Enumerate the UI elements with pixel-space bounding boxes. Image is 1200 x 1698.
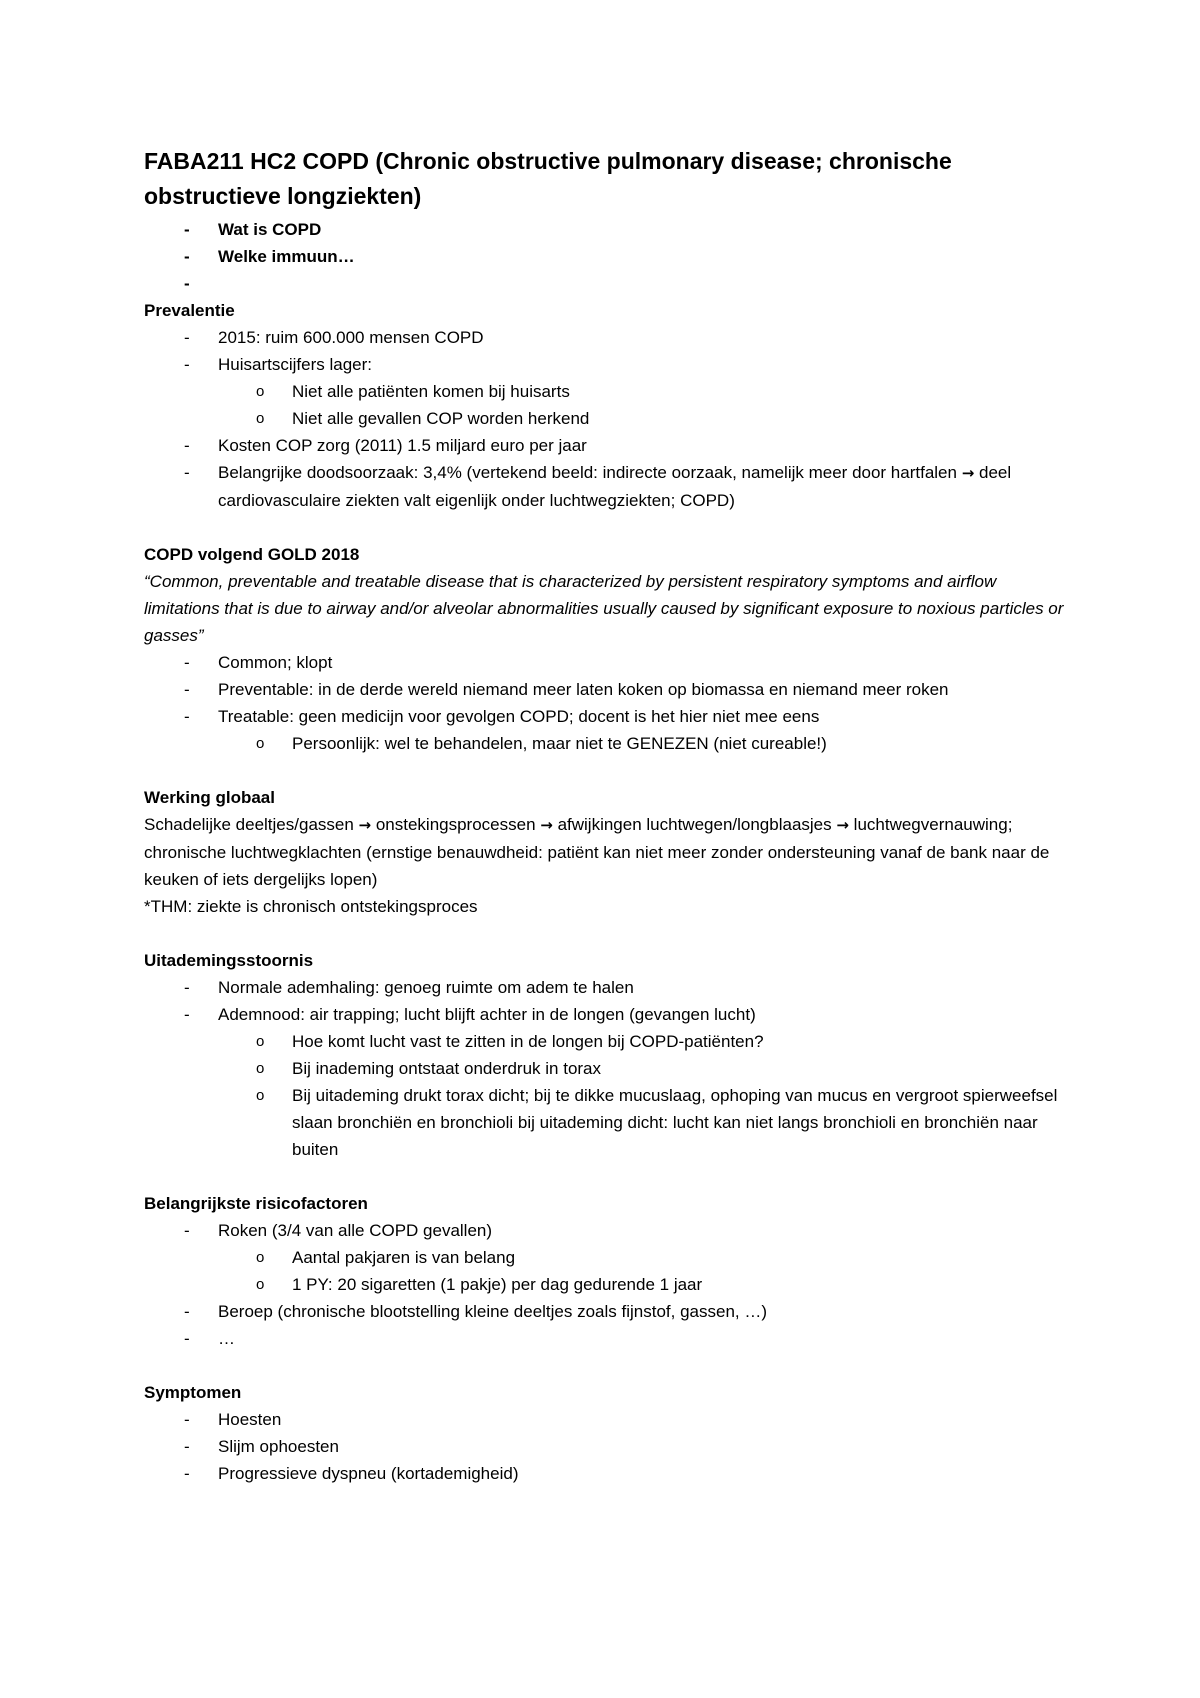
list-item: - Wat is COPD bbox=[184, 220, 322, 239]
sub-list-item: o Aantal pakjaren is van belang bbox=[256, 1248, 516, 1267]
section-heading-uitademing: Uitademingsstoornis bbox=[144, 951, 314, 970]
intro-list: - Wat is COPD - Welke immuun… - bbox=[144, 216, 1064, 270]
gold-list bbox=[144, 649, 1064, 757]
sub-list bbox=[218, 1028, 1064, 1163]
gold-definition-quote: “Common, preventable and treatable disease that is characterized by persistent respiratory symptoms and airflow limitations that is due to airway and/or alveolar abnormalities usually caused by significant exposure to noxious particles or gasses” bbox=[144, 572, 1064, 645]
list-item: - Treatable: geen medicijn voor gevolgen COPD; docent is het hier niet mee eens o Persoonlijk: wel te behandelen, maar niet te GENEZEN (niet cureable!) bbox=[144, 703, 1064, 757]
list-item: - Huisartscijfers lager: o Niet alle patiënten komen bij huisarts o Niet alle gevallen COP worden herkend bbox=[144, 351, 1064, 432]
section-heading-symptomen: Symptomen bbox=[144, 1383, 242, 1402]
list-item: - Beroep (chronische blootstelling kleine deeltjes zoals fijnstof, gassen, …) bbox=[184, 1302, 768, 1321]
section-heading-risico: Belangrijkste risicofactoren bbox=[144, 1194, 368, 1213]
arrow-icon: → bbox=[358, 816, 372, 834]
symptomen-list bbox=[144, 1406, 1064, 1487]
list-item: - Roken (3/4 van alle COPD gevallen) o Aantal pakjaren is van belang o 1 PY: 20 sigaretten (1 pakje) per dag gedurende 1 jaar bbox=[144, 1217, 1064, 1298]
section-heading-gold: COPD volgend GOLD 2018 bbox=[144, 545, 360, 564]
list-item: - 2015: ruim 600.000 mensen COPD bbox=[184, 328, 484, 347]
list-item: - … bbox=[184, 1329, 235, 1348]
risico-list bbox=[144, 1217, 1064, 1352]
list-item: - Normale ademhaling: genoeg ruimte om adem te halen bbox=[184, 978, 634, 997]
sub-list-item: o Bij uitademing drukt torax dicht; bij te dikke mucuslaag, ophoping van mucus en vergroot spierweefsel slaan bronchiën en bronchioli bij uitademing dicht: lucht kan niet langs bronchioli en bronchiën naar buiten bbox=[256, 1086, 1058, 1159]
sub-list-item: o Persoonlijk: wel te behandelen, maar niet te GENEZEN (niet cureable!) bbox=[256, 734, 827, 753]
sub-list bbox=[218, 730, 1064, 757]
list-item: - Ademnood: air trapping; lucht blijft achter in de longen (gevangen lucht) o Hoe komt lucht vast te zitten in de longen bij COPD-patiënten? o Bij inademing ontstaat onderdruk in torax o Bij uitademing drukt torax dicht; bij te dikke mucuslaag, ophoping van mucus en vergroot spierweefsel slaan bronchiën en bronchioli bij uitademing dicht: lucht kan niet langs bronchioli en bronchiën naar buiten bbox=[144, 1001, 1064, 1163]
sub-list-item: o Niet alle gevallen COP worden herkend bbox=[256, 409, 590, 428]
list-item: - Belangrijke doodsoorzaak: 3,4% (vertekend beeld: indirecte oorzaak, namelijk meer door hartfalen → deel cardiovasculaire ziekten valt eigenlijk onder luchtwegziekten; COPD) bbox=[184, 463, 1012, 510]
arrow-icon: → bbox=[540, 816, 553, 834]
arrow-icon: → bbox=[836, 816, 849, 834]
werking-paragraph: Schadelijke deeltjes/gassen → onstekingsprocessen → afwijkingen luchtwegen/longblaasjes → luchtwegvernauwing; chronische luchtwegklachten (ernstige benauwdheid: patiënt kan niet meer zonder ondersteuning vanaf de bank naar de keuken of iets dergelijks lopen) bbox=[144, 815, 1050, 889]
list-item: - Common; klopt bbox=[184, 653, 333, 672]
uitademing-list bbox=[144, 974, 1064, 1163]
document-content bbox=[144, 144, 1064, 1487]
sub-list bbox=[218, 378, 1064, 432]
prevalentie-list bbox=[144, 324, 1064, 514]
list-item: - Preventable: in de derde wereld niemand meer laten koken op biomassa en niemand meer roken bbox=[184, 680, 949, 699]
sub-list-item: o Bij inademing ontstaat onderdruk in torax bbox=[256, 1059, 602, 1078]
sub-list-item: o 1 PY: 20 sigaretten (1 pakje) per dag gedurende 1 jaar bbox=[256, 1275, 703, 1294]
sub-list-item: o Niet alle patiënten komen bij huisarts bbox=[256, 382, 570, 401]
document-title: FABA211 HC2 COPD (Chronic obstructive pulmonary disease; chronische obstructieve longziekten) bbox=[144, 148, 952, 209]
list-item: - Kosten COP zorg (2011) 1.5 miljard euro per jaar bbox=[184, 436, 587, 455]
thm-note: *THM: ziekte is chronisch ontstekingsproces bbox=[144, 897, 478, 916]
list-item: - Welke immuun… bbox=[184, 247, 355, 266]
list-item: - Progressieve dyspneu (kortademigheid) bbox=[184, 1464, 519, 1483]
list-item: - Hoesten bbox=[184, 1410, 282, 1429]
section-heading-werking: Werking globaal bbox=[144, 788, 275, 807]
arrow-icon: → bbox=[961, 464, 975, 482]
sub-list bbox=[218, 1244, 1064, 1298]
sub-list-item: o Hoe komt lucht vast te zitten in de longen bij COPD-patiënten? bbox=[256, 1032, 764, 1051]
list-item: - Slijm ophoesten bbox=[184, 1437, 339, 1456]
section-heading-prevalentie: Prevalentie bbox=[144, 301, 235, 320]
